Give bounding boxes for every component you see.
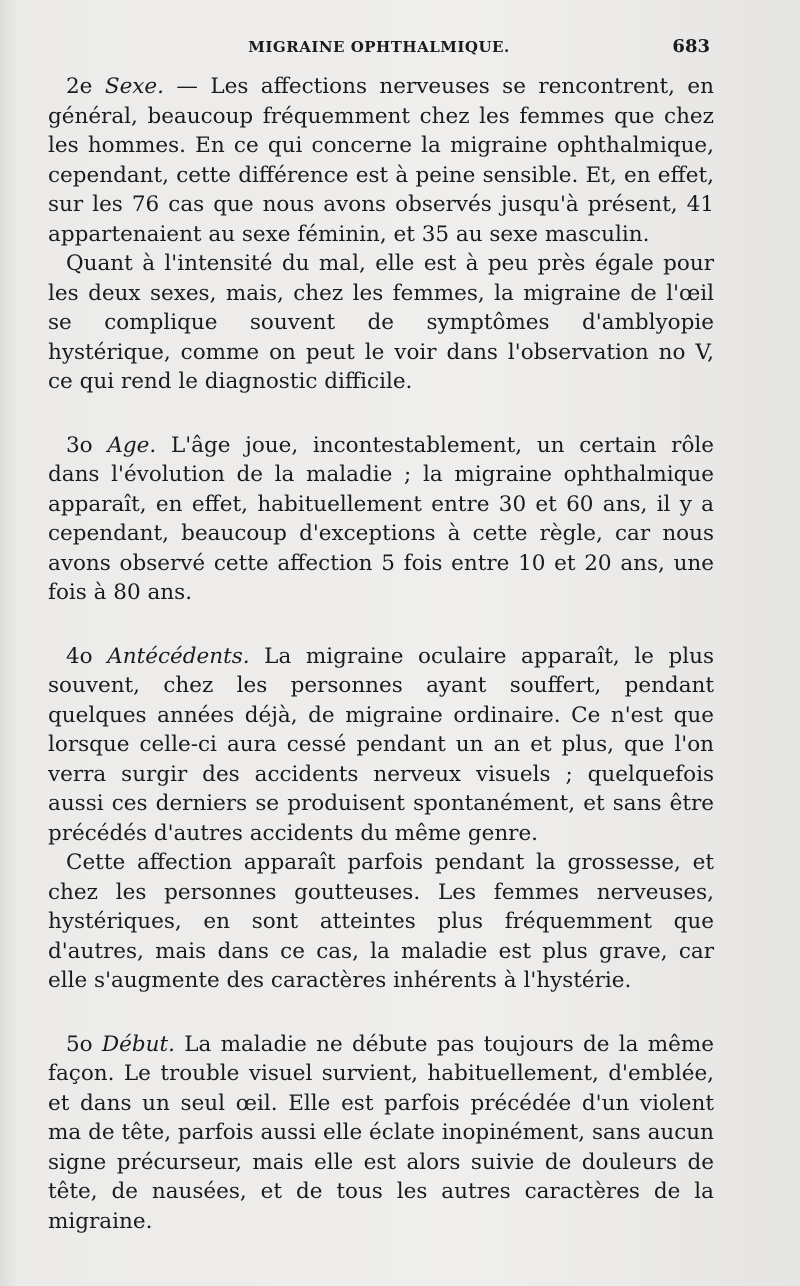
body-text	[48, 72, 714, 1236]
section-number: 3o	[66, 432, 93, 458]
section-title: Age.	[107, 432, 157, 458]
paragraph-debut	[48, 1030, 714, 1237]
section-title: Antécédents.	[107, 643, 250, 669]
paragraph-age	[48, 431, 714, 608]
paragraph-text: L'âge joue, incontestablement, un certain rôle dans l'évolution de la maladie ; la migraine ophthalmique apparaît, en effet, habituellement entre 30 et 60 ans, il y a cependant, beaucoup d'exceptions à cette règle, car nous avons observé cette affection 5 fois entre 10 et 20 ans, une fois à 80 ans.	[48, 432, 714, 605]
section-number: 5o	[66, 1031, 93, 1057]
page-number: 683	[672, 36, 710, 57]
section-number: 4o	[66, 643, 93, 669]
paragraph-text: Cette affection apparaît parfois pendant la grossesse, et chez les personnes goutteuses. Les femmes nerveuses, hystériques, en sont atteintes plus fréquemment que d'autres, mais dans ce cas, la maladie est plus grave, car elle s'augmente des caractères inhérents à l'hystérie.	[48, 850, 714, 993]
paragraph-text: La maladie ne débute pas toujours de la même façon. Le trouble visuel survient, habituellement, d'emblée, et dans un seul œil. Elle est parfois précédée d'un violent ma de tête, parfois aussi elle éclate inopinément, sans aucun signe précurseur, mais elle est alors suivie de douleurs de tête, de nausées, et de tous les autres caractères de la migraine.	[48, 1031, 714, 1234]
paragraph-text: — Les affections nerveuses se rencontrent, en général, beaucoup fréquemment chez les femmes que chez les hommes. En ce qui concerne la migraine ophthalmique, cependant, cette différence est à peine sensible. Et, en effet, sur les 76 cas que nous avons observés jusqu'à présent, 41 appartenaient au sexe féminin, et 35 au sexe masculin.	[48, 74, 714, 247]
paragraph-grossesse	[48, 848, 714, 996]
paragraph-intensite	[48, 249, 714, 397]
paragraph-sexe	[48, 72, 714, 249]
paragraph-antecedents	[48, 642, 714, 849]
paragraph-text: Quant à l'intensité du mal, elle est à peu près égale pour les deux sexes, mais, chez les femmes, la migraine de l'œil se complique souvent de symptômes d'amblyopie hystérique, comme on peut le voir dans l'observation no V, ce qui rend le diagnostic difficile.	[48, 251, 714, 394]
paragraph-text: La migraine oculaire apparaît, le plus souvent, chez les personnes ayant souffert, pendant quelques années déjà, de migraine ordinaire. Ce n'est que lorsque celle-ci aura cessé pendant un an et plus, que l'on verra surgir des accidents nerveux visuels ; quelquefois aussi ces derniers se produisent spontanément, et sans être précédés d'autres accidents du même genre.	[48, 643, 714, 846]
running-title: MIGRAINE OPHTHALMIQUE.	[248, 38, 510, 56]
section-title: Début.	[101, 1031, 175, 1057]
section-number: 2e	[66, 74, 93, 99]
page-header	[48, 38, 710, 62]
section-title: Sexe.	[104, 74, 164, 99]
